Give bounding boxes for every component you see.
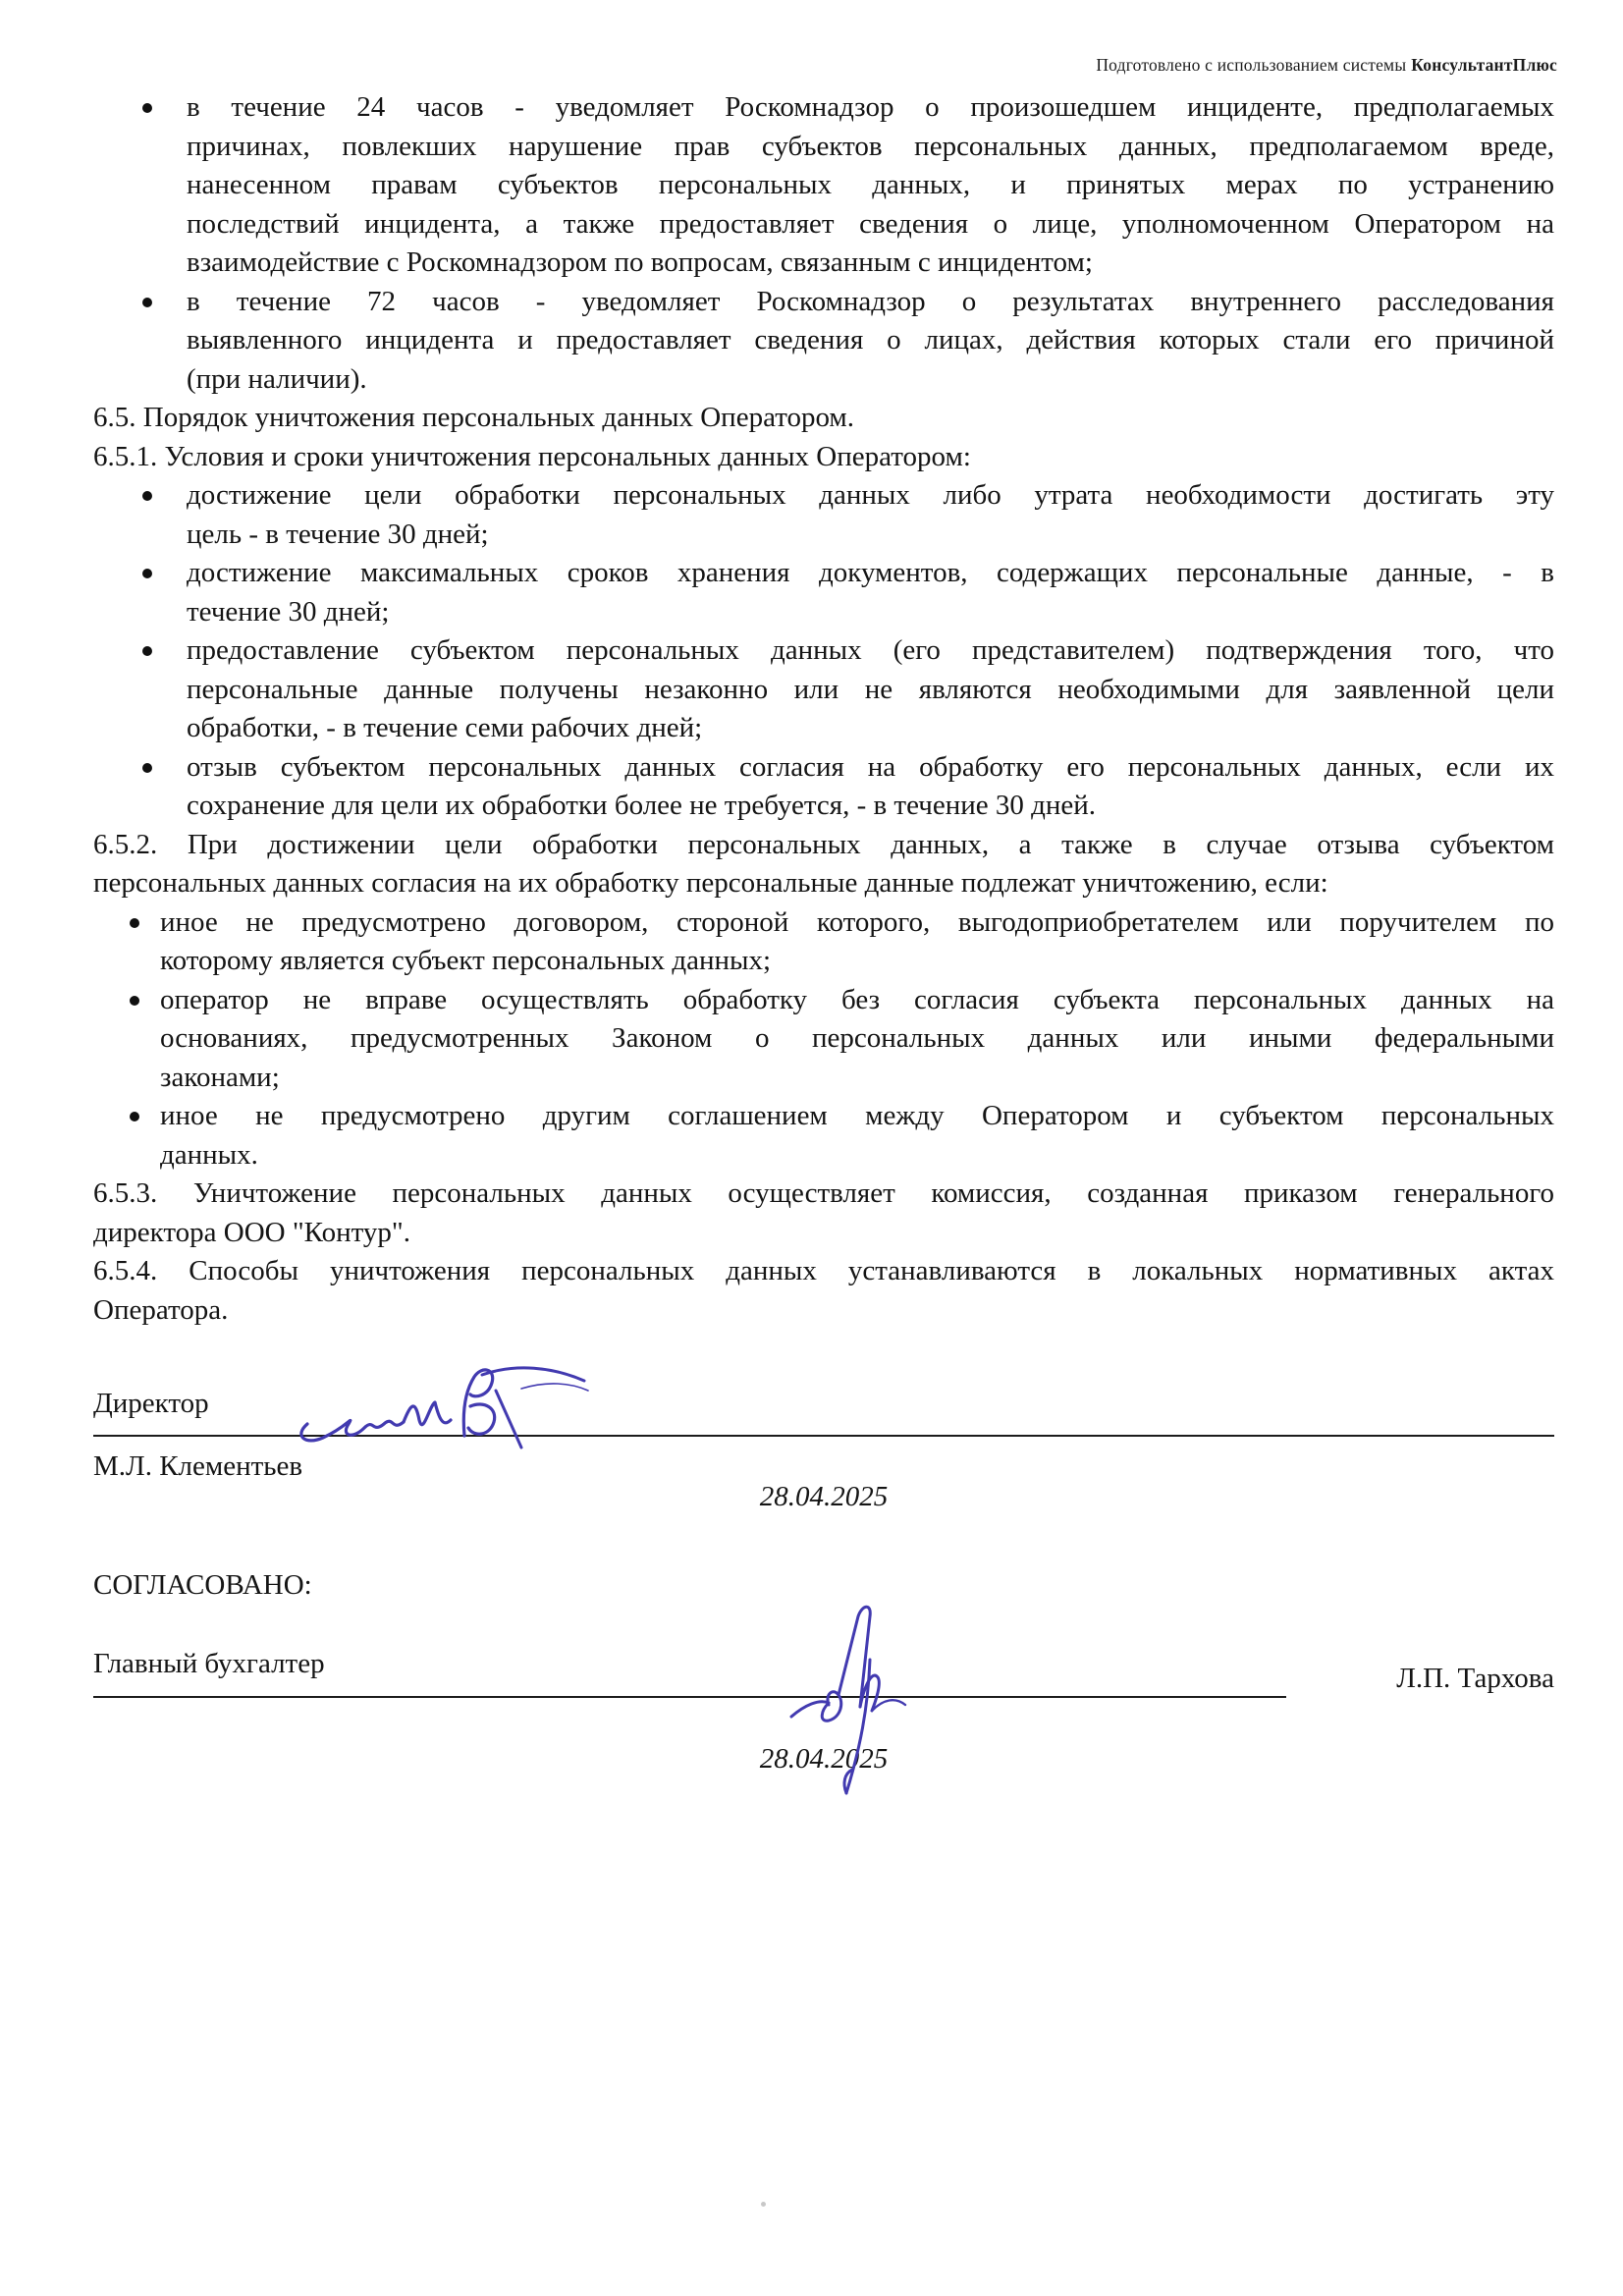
bullet-item: [93, 283, 1554, 400]
bullet-item: [93, 981, 1554, 1098]
bullet-item: [93, 554, 1554, 631]
text-line: Оператора.: [93, 1293, 229, 1326]
paragraph-6-5-1: [93, 438, 1554, 477]
text-line: причинах, повлекших нарушение прав субъектов персональных данных, предполагаемом вреде,: [187, 130, 1554, 162]
text-line: сохранение для цели их обработки более не требуется, - в течение 30 дней.: [187, 790, 1097, 821]
director-signature-ink: [290, 1363, 594, 1461]
bullet-item: [93, 903, 1554, 981]
text-line: законами;: [160, 1061, 280, 1093]
bullet-icon: [142, 103, 152, 113]
text-line: 6.5.4. Способы уничтожения персональных данных устанавливаются в локальных нормативных актах: [93, 1255, 1554, 1286]
text-line: данных.: [160, 1138, 258, 1171]
text-line: 6.5. Порядок уничтожения персональных данных Оператором.: [93, 402, 855, 433]
text-line: достижение цели обработки персональных данных либо утрата необходимости достигать эту: [187, 479, 1554, 511]
accountant-signature-ink: [785, 1601, 943, 1802]
paragraph-6-5-2: [93, 826, 1554, 903]
text-line: цель - в течение 30 дней;: [187, 518, 489, 550]
text-line: 6.5.2. При достижении цели обработки персональных данных, а также в случае отзыва субъектом: [93, 828, 1554, 860]
text-line: персональных данных согласия на их обработку персональные данные подлежат уничтожению, если:: [93, 867, 1328, 899]
text-line: (при наличии).: [187, 362, 367, 395]
bullet-item: [93, 631, 1554, 748]
text-line: в течение 72 часов - уведомляет Роскомнадзор о результатах внутреннего расследования: [187, 285, 1554, 317]
text-line: 6.5.3. Уничтожение персональных данных осуществляет комиссия, созданная приказом генерального: [93, 1177, 1554, 1209]
bullet-icon: [142, 491, 152, 501]
bullet-item: [93, 748, 1554, 826]
text-line: отзыв субъектом персональных данных согласия на обработку его персональных данных, если их: [187, 750, 1554, 783]
signature-section: [93, 1365, 1554, 1974]
bullet-icon: [130, 1112, 139, 1121]
text-line: иное не предусмотрено договором, стороной которого, выгодоприобретателем или поручителем по: [160, 905, 1554, 938]
bullet-icon: [142, 569, 152, 578]
note-prefix: Подготовлено с использованием системы: [1096, 55, 1407, 75]
bullet-item: [93, 476, 1554, 554]
director-name: М.Л. Клементьев: [93, 1450, 303, 1482]
bullet-icon: [142, 298, 152, 307]
bullet-icon: [130, 996, 139, 1006]
scan-artifact-dot: [761, 2202, 766, 2207]
text-line: взаимодействие с Роскомнадзором по вопросам, связанным с инцидентом;: [187, 246, 1093, 278]
text-line: в течение 24 часов - уведомляет Роскомнадзор о произошедшем инциденте, предполагаемых: [187, 91, 1554, 123]
bullet-icon: [142, 763, 152, 773]
paragraph-6-5: [93, 399, 1554, 438]
text-line: оператор не вправе осуществлять обработку без согласия субъекта персональных данных на: [160, 983, 1554, 1015]
text-line: нанесенном правам субъектов персональных данных, и принятых мерах по устранению: [187, 169, 1554, 200]
text-line: директора ООО "Контур".: [93, 1216, 410, 1248]
bullet-item: [93, 88, 1554, 283]
bullet-icon: [142, 646, 152, 656]
text-line: предоставление субъектом персональных данных (его представителем) подтверждения того, что: [187, 634, 1554, 666]
text-line: которому является субъект персональных данных;: [160, 945, 772, 976]
text-line: последствий инцидента, а также предоставляет сведения о лице, уполномоченном Оператором на: [187, 207, 1554, 240]
accountant-sign-date: 28.04.2025: [759, 1743, 889, 1775]
accountant-title: Главный бухгалтер: [93, 1648, 325, 1679]
text-line: выявленного инцидента и предоставляет сведения о лицах, действия которых стали его причиной: [187, 324, 1554, 355]
text-line: основаниях, предусмотренных Законом о персональных данных или иными федеральными: [160, 1022, 1554, 1054]
director-title: Директор: [93, 1388, 209, 1419]
bullet-item: [93, 1097, 1554, 1175]
accountant-name: Л.П. Тархова: [1396, 1663, 1554, 1694]
text-line: персональные данные получены незаконно или не являются необходимыми для заявленной цели: [187, 673, 1554, 705]
consultantplus-note: [1096, 55, 1557, 76]
note-brand: КонсультантПлюс: [1411, 55, 1557, 75]
text-line: обработки, - в течение семи рабочих дней;: [187, 712, 703, 743]
paragraph-6-5-3: [93, 1175, 1554, 1252]
paragraph-6-5-4: [93, 1252, 1554, 1330]
agreed-heading: СОГЛАСОВАНО:: [93, 1569, 312, 1601]
bullet-icon: [130, 918, 139, 928]
document-body: [93, 88, 1554, 1330]
text-line: иное не предусмотрено другим соглашением между Оператором и субъектом персональных: [160, 1100, 1554, 1131]
text-line: 6.5.1. Условия и сроки уничтожения персональных данных Оператором:: [93, 440, 971, 472]
text-line: достижение максимальных сроков хранения документов, содержащих персональные данные, - в: [187, 557, 1554, 588]
director-sign-date: 28.04.2025: [759, 1481, 889, 1512]
text-line: течение 30 дней;: [187, 595, 390, 628]
signature-line: [93, 1696, 1286, 1698]
